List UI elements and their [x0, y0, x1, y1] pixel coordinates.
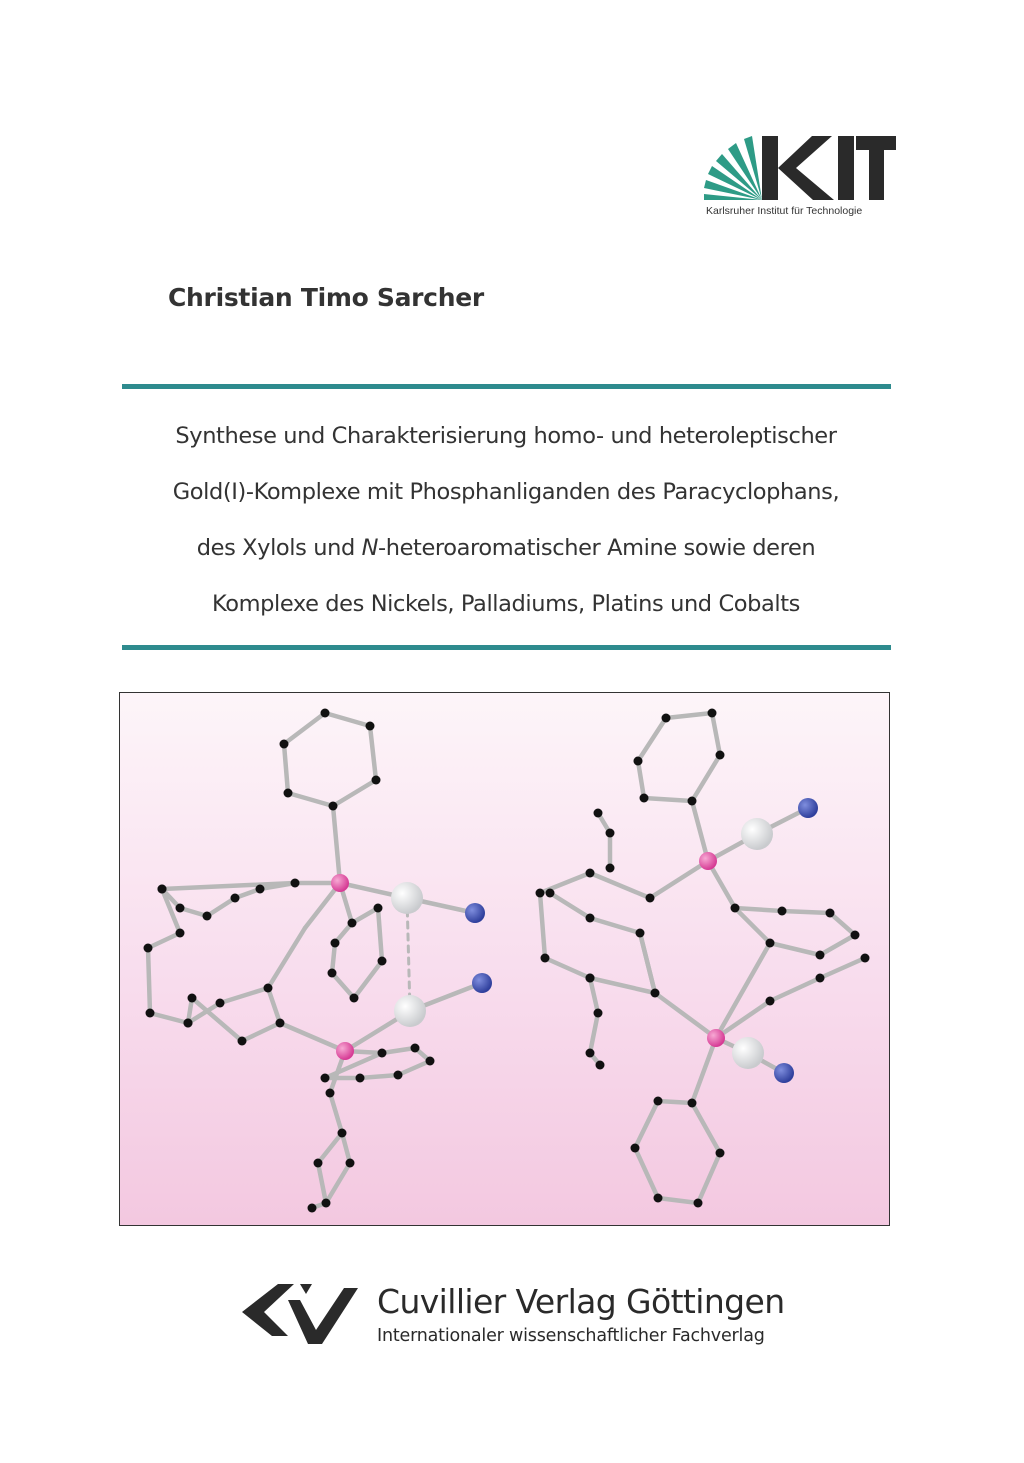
carbon-atom — [238, 1037, 247, 1046]
phosphorus-atom — [331, 874, 349, 892]
carbon-atom — [654, 1097, 663, 1106]
carbon-atom — [851, 931, 860, 940]
carbon-atom — [378, 957, 387, 966]
carbon-atom — [329, 802, 338, 811]
bond — [655, 993, 716, 1038]
bond — [545, 958, 590, 978]
carbon-atom — [546, 889, 555, 898]
carbon-atom — [144, 944, 153, 953]
bond — [830, 913, 855, 935]
bond — [284, 713, 325, 744]
kit-subtitle: Karlsruher Institut für Technologie — [706, 205, 863, 217]
carbon-atom — [366, 722, 375, 731]
carbon-atom — [826, 909, 835, 918]
bond — [333, 806, 340, 883]
carbon-atom — [586, 914, 595, 923]
title-line-3-italic: N — [361, 535, 379, 561]
carbon-atom — [766, 997, 775, 1006]
bond — [325, 713, 370, 726]
bond — [635, 1101, 658, 1148]
phosphorus-atom — [699, 852, 717, 870]
bond — [330, 1093, 342, 1133]
gold-atom — [391, 882, 423, 914]
carbon-atom — [176, 929, 185, 938]
title-line-4: Komplexe des Nickels, Palladiums, Platins und Cobalts — [211, 591, 800, 617]
bond — [666, 713, 712, 718]
carbon-atom — [321, 1074, 330, 1083]
bond — [220, 988, 268, 1003]
bottom-divider — [122, 645, 891, 650]
carbon-atom — [203, 912, 212, 921]
bond — [782, 911, 830, 913]
bond — [820, 935, 855, 955]
carbon-atom — [411, 1044, 420, 1053]
carbon-atom — [356, 1074, 365, 1083]
bond — [644, 798, 692, 801]
title-line-3-post: -heteroaromatischer Amine sowie deren — [378, 535, 816, 561]
bond — [148, 948, 150, 1013]
carbon-atom — [280, 740, 289, 749]
bond — [370, 726, 376, 780]
carbon-atom — [778, 907, 787, 916]
carbon-atom — [276, 1019, 285, 1028]
bond — [692, 801, 708, 861]
bond — [820, 958, 865, 978]
publisher-subtitle: Internationaler wissenschaftlicher Fachverlag — [377, 1326, 765, 1346]
carbon-atom — [766, 939, 775, 948]
gold-atom — [394, 995, 426, 1027]
bond — [242, 1023, 280, 1041]
bond — [698, 1153, 720, 1203]
bond — [354, 961, 382, 998]
carbon-atom — [606, 864, 615, 873]
carbon-atom — [634, 757, 643, 766]
carbon-atom — [176, 904, 185, 913]
bond — [540, 893, 545, 958]
carbon-atom — [314, 1159, 323, 1168]
carbon-atom — [338, 1129, 347, 1138]
bond — [332, 943, 335, 973]
bond — [635, 1148, 658, 1198]
bond — [638, 718, 666, 761]
bond — [640, 933, 655, 993]
carbon-atom — [308, 1204, 317, 1213]
carbon-atom — [374, 904, 383, 913]
carbon-atom — [640, 794, 649, 803]
publisher-block — [240, 1278, 800, 1358]
carbon-atom — [284, 789, 293, 798]
carbon-atom — [231, 894, 240, 903]
carbon-atom — [586, 974, 595, 983]
title-line-2: Gold(I)-Komplexe mit Phosphanliganden des Paracyclophans, — [172, 479, 840, 505]
carbon-atom — [158, 885, 167, 894]
carbon-atom — [688, 1099, 697, 1108]
phosphorus-atom — [336, 1042, 354, 1060]
carbon-atom — [688, 797, 697, 806]
carbon-atom — [378, 1049, 387, 1058]
bond — [333, 780, 376, 806]
bond — [590, 978, 655, 993]
carbon-atom — [594, 1009, 603, 1018]
carbon-atom — [716, 1149, 725, 1158]
carbon-atom — [861, 954, 870, 963]
bond — [692, 755, 720, 801]
carbon-atom — [322, 1199, 331, 1208]
carbon-atom — [184, 1019, 193, 1028]
bond — [378, 908, 382, 961]
carbon-atom — [731, 904, 740, 913]
bond — [318, 1133, 342, 1163]
bond — [590, 978, 598, 1013]
carbon-atom — [816, 951, 825, 960]
carbon-atom — [662, 714, 671, 723]
carbon-atom — [694, 1199, 703, 1208]
bond — [590, 1013, 598, 1053]
nitrogen-atom — [798, 798, 818, 818]
bond — [692, 1103, 720, 1153]
carbon-atom — [256, 885, 265, 894]
carbon-atom — [594, 809, 603, 818]
bond — [550, 893, 590, 918]
carbon-atom — [326, 1089, 335, 1098]
carbon-atom — [146, 1009, 155, 1018]
bond — [288, 793, 333, 806]
carbon-atom — [372, 776, 381, 785]
publisher-name: Cuvillier Verlag Göttingen — [377, 1282, 785, 1321]
bond — [658, 1198, 698, 1203]
cuvillier-cv-logo-icon — [240, 1278, 360, 1348]
bond — [352, 908, 378, 923]
carbon-atom — [536, 889, 545, 898]
carbon-atom — [264, 984, 273, 993]
carbon-atom — [631, 1144, 640, 1153]
bond — [342, 1133, 350, 1163]
bond — [398, 1061, 430, 1075]
molecular-structures-illustration — [119, 692, 890, 1226]
bond — [382, 1048, 415, 1053]
top-divider — [122, 384, 891, 389]
carbon-atom — [291, 879, 300, 888]
molecules-svg — [120, 693, 890, 1226]
bond — [268, 988, 280, 1023]
carbon-atom — [716, 751, 725, 760]
carbon-atom — [328, 969, 337, 978]
title-line-3 — [100, 528, 912, 584]
bond — [735, 908, 770, 943]
nitrogen-atom — [472, 973, 492, 993]
carbon-atom — [348, 919, 357, 928]
carbon-atom — [321, 709, 330, 718]
bond — [590, 873, 650, 898]
bond — [148, 933, 180, 948]
bond — [268, 928, 305, 988]
bond — [318, 1163, 326, 1203]
book-title — [100, 416, 912, 640]
carbon-atom — [708, 709, 717, 718]
bond — [326, 1163, 350, 1203]
bond — [590, 918, 640, 933]
phosphorus-atom — [707, 1029, 725, 1047]
carbon-atom — [346, 1159, 355, 1168]
carbon-atom — [394, 1071, 403, 1080]
gold-atom — [732, 1037, 764, 1069]
gold-atom — [741, 818, 773, 850]
bond — [770, 978, 820, 1001]
bond — [150, 1013, 188, 1023]
carbon-atom — [426, 1057, 435, 1066]
bonds — [148, 713, 865, 1208]
bond — [280, 1023, 345, 1051]
bond — [692, 1038, 716, 1103]
bond — [207, 898, 235, 916]
carbon-atom — [816, 974, 825, 983]
carbon-atom — [596, 1061, 605, 1070]
carbon-atom — [586, 1049, 595, 1058]
carbon-atom — [216, 999, 225, 1008]
bond — [650, 861, 708, 898]
bond — [332, 973, 354, 998]
bond — [360, 1075, 398, 1078]
bond — [284, 744, 288, 793]
nitrogen-atom — [774, 1063, 794, 1083]
carbon-atom — [188, 994, 197, 1003]
bond — [770, 943, 820, 955]
bond — [735, 908, 782, 911]
carbon-atom — [651, 989, 660, 998]
carbon-atom — [606, 829, 615, 838]
carbon-atom — [636, 929, 645, 938]
bond — [712, 713, 720, 755]
aurophilic-contact — [407, 898, 410, 1011]
carbon-atom — [350, 994, 359, 1003]
carbon-atom — [331, 939, 340, 948]
author-name: Christian Timo Sarcher — [168, 283, 484, 312]
bond — [716, 943, 770, 1038]
carbon-atom — [541, 954, 550, 963]
bond — [638, 761, 644, 798]
nitrogen-atom — [465, 903, 485, 923]
carbon-atom — [646, 894, 655, 903]
carbon-atom — [586, 869, 595, 878]
bond — [325, 1053, 382, 1078]
carbon-atom — [654, 1194, 663, 1203]
bond — [658, 1101, 692, 1103]
title-line-3-pre: des Xylols und — [196, 535, 362, 561]
title-line-1: Synthese und Charakterisierung homo- und heteroleptischer — [175, 423, 837, 449]
